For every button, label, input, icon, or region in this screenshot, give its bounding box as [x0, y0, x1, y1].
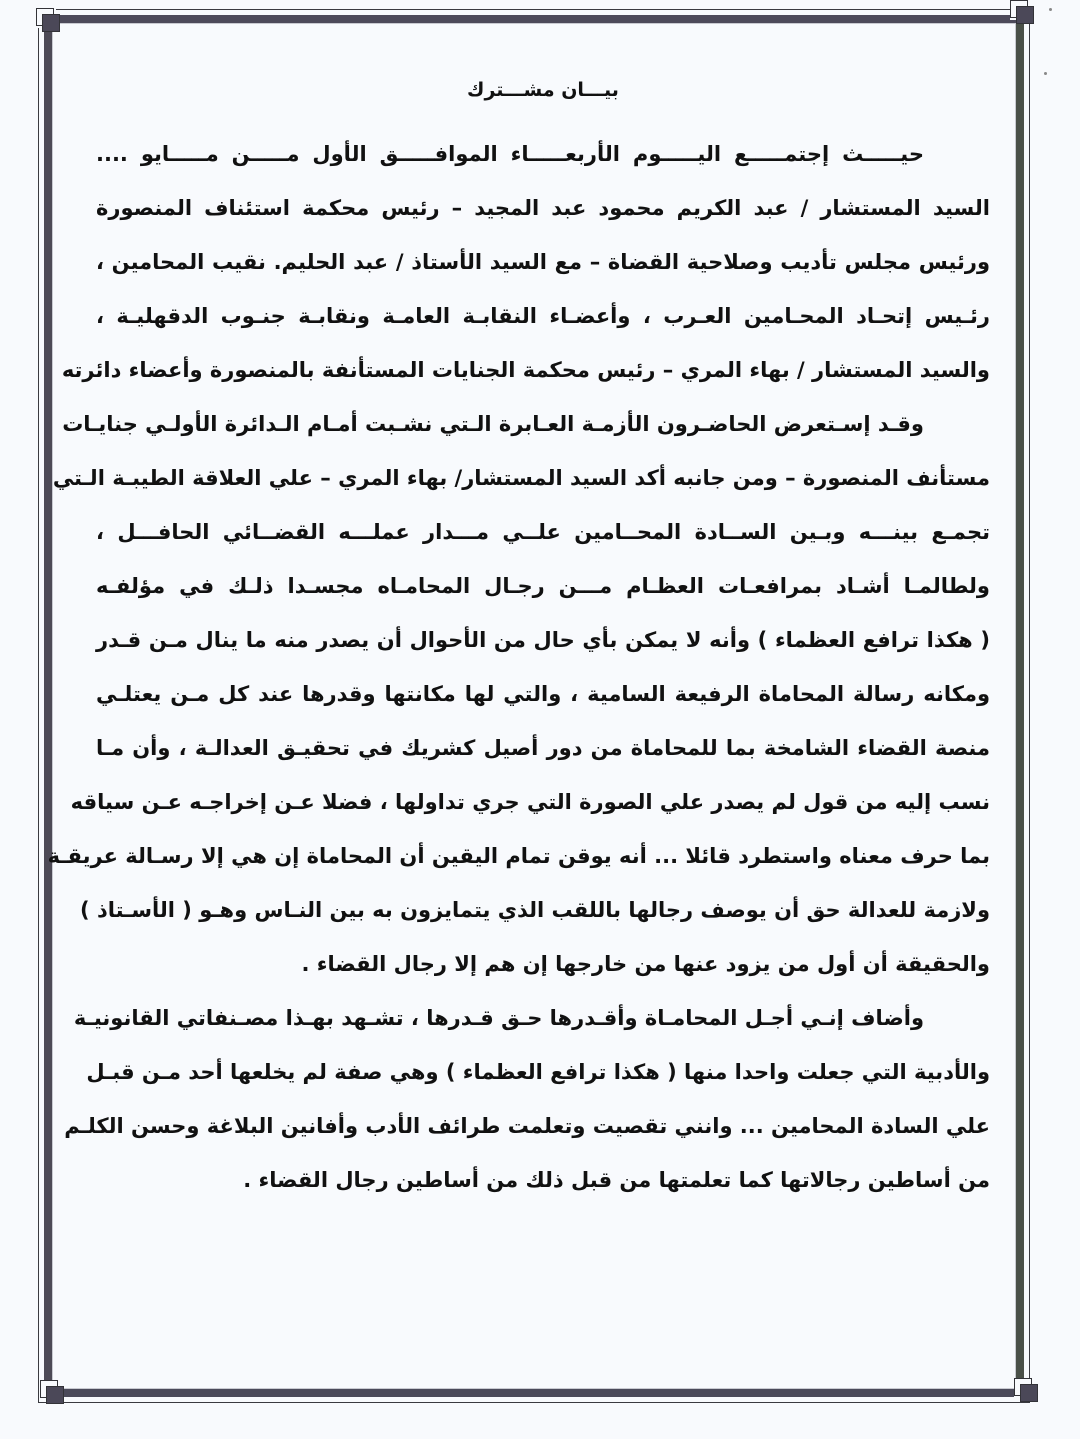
text-line: مستأنف المنصورة – ومن جانبه أكد السيد المستشار/ بهاء المري – علي العلاقة الطيبـة الـتي: [52, 466, 990, 490]
text-line: منصة القضاء الشامخة بما للمحاماة من دور أصيل كشريك في تحقيـق العدالـة ، وأن مـا: [96, 736, 990, 760]
corner-ornament-bottom-right: [1014, 1378, 1034, 1398]
document-title: بيـــان مشـــترك: [467, 79, 619, 101]
text-line: والسيد المستشار / بهاء المري – رئيس محكمة الجنايات المستأنفة بالمنصورة وأعضاء دائرته: [61, 358, 990, 382]
text-line: والحقيقة أن أول من يزود عنها من خارجها إن هم إلا رجال القضاء .: [301, 952, 990, 976]
corner-ornament-top-left: [36, 8, 56, 28]
text-line: رئـيس إتحـاد المحـامين العـرب ، وأعضـاء النقابـة العامـة ونقابـة جنـوب الدقهليـة ،: [96, 304, 990, 328]
text-line: بما حرف معناه واستطرد قائلا ... أنه يوقن تمام اليقين أن المحاماة إن هي إلا رسـالة عريقـة: [47, 844, 990, 868]
text-line: وقـد إسـتعرض الحاضـرون الأزمـة العـابرة الـتي نشـبت أمـام الـدائرة الأولـي جنايـات: [62, 412, 924, 436]
text-line: تجمـع بينـــه وبـين الســادة المحــامين علــي مـــدار عملـــه القضــائي الحافـــل ،: [96, 520, 990, 544]
text-line: نسب إليه من قول لم يصدر علي الصورة التي جري تداولها ، فضلا عـن إخراجـه عـن سياقه: [70, 790, 990, 814]
scan-speck: [1049, 8, 1052, 11]
text-line: ورئيس مجلس تأديب وصلاحية القضاة – مع السيد الأستاذ / عبد الحليم. نقيب المحامين ،: [96, 250, 990, 274]
text-line: والأدبية التي جعلت واحدا منها ( هكذا ترافع العظماء ) وهي صفة لم يخلعها أحد مـن قبـل: [86, 1060, 990, 1084]
corner-ornament-top-right: [1010, 0, 1030, 20]
text-line: ولازمة للعدالة حق أن يوصف رجالها باللقب الذي يتمايزون به بين النـاس وهـو ( الأسـتاذ ): [80, 898, 990, 922]
text-line: علي السادة المحامين ... وانني تقصيت وتعلمت طرائف الأدب وأفانين البلاغة وحسن الكلـم: [64, 1114, 990, 1138]
scan-speck: [1044, 72, 1047, 75]
text-lines: [47, 127, 990, 1207]
text-line: ( هكذا ترافع العظماء ) وأنه لا يمكن بأي حال من الأحوال أن يصدر منه ما ينال مـن قـدر: [96, 628, 990, 652]
corner-ornament-bottom-left: [40, 1380, 60, 1400]
text-line: حيـــــث إجتمـــــع اليـــــوم الأربعـــــاء الموافـــــق الأول مـــــن مـــــايو ....: [96, 142, 924, 166]
text-line: من أساطين رجالاتها كما تعلمتها من قبل ذلك من أساطين رجال القضاء .: [243, 1168, 990, 1192]
document-body: [47, 70, 990, 1207]
text-line: السيد المستشار / عبد الكريم محمود عبد المجيد – رئيس محكمة استئناف المنصورة: [96, 196, 990, 220]
text-line: وأضاف إنـي أجـل المحامـاة وأقـدرها حـق قـدرها ، تشـهد بهـذا مصـنفاتي القانونيـة: [73, 1006, 924, 1030]
text-line: ومكانه رسالة المحاماة الرفيعة السامية ، والتي لها مكانتها وقدرها عند كل مـن يعتلـي: [96, 682, 990, 706]
text-line: ولطالمـا أشـاد بمرافعـات العظـام مـــن رجـال المحامـاه مجسـدا ذلـك في مؤلفـه: [96, 574, 990, 598]
